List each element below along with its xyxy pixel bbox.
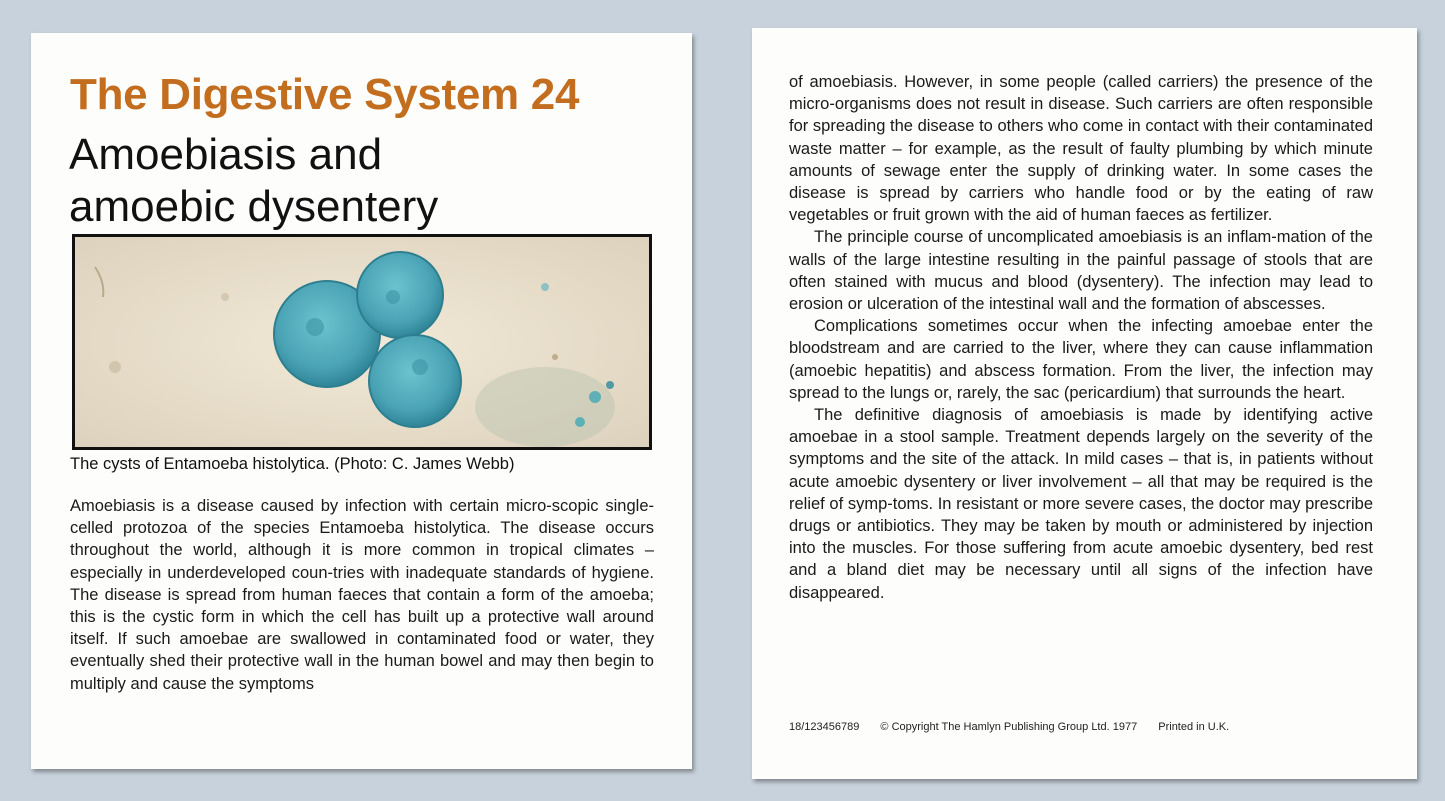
back-paragraph-2: The principle course of uncomplicated amoebiasis is an inflam-mation of the walls of the large intestine resulting in the painful passage of stools that are often stained with mucus and blood (dysentery). The infection may lead to erosion or ulceration of the intestinal wall and the formation of abscesses. — [789, 228, 1373, 314]
footer-code: 18/123456789 — [789, 721, 860, 733]
topic-title-line2: amoebic dysentery — [69, 182, 439, 231]
back-paragraph-1: of amoebiasis. However, in some people (called carriers) the presence of the micro-organisms does not result in disease. Such carriers are often responsible for spreading the disease to others who come in contact with their contaminated waste matter – for example, as the result of faulty plumbing by which minute amounts of sewage enter the supply of drinking water. In some cases the disease is spread by carriers who handle food or by the eating of raw vegetables or fruit grown with the aid of human faeces as fertilizer. — [789, 73, 1373, 225]
back-paragraph-4: The definitive diagnosis of amoebiasis is made by identifying active amoebae in a stool sample. Treatment depends largely on the severity of the symptoms and the site of the attack. In mild cases – that is, in patients without acute amoebic dysentery or liver involvement – all that may be required is the relief of symp-toms. In resistant or more severe cases, the doctor may prescribe drugs or antibiotics. They may be taken by mouth or administered by injection into the muscles. For those suffering from acute amoebic dysentery, bed rest and a bland diet may be necessary until all signs of the infection have disappeared. — [789, 406, 1373, 602]
topic-title — [69, 129, 438, 233]
footer-copyright: © Copyright The Hamlyn Publishing Group Ltd. 1977 — [880, 721, 1138, 733]
front-body-text: Amoebiasis is a disease caused by infection with certain micro-scopic single-celled protozoa of the species Entamoeba histolytica. The disease occurs throughout the world, although it is more common in tropical climates – especially in underdeveloped coun-tries with inadequate standards of hygiene. The disease is spread from human faeces that contain a form of the amoeba; this is the cystic form in which the cell has built up a protective wall around itself. If such amoebae are swallowed in contaminated food or water, they eventually shed their protective wall in the human bowel and may then begin to multiply and cause the symptoms — [70, 497, 654, 693]
topic-title-line1: Amoebiasis and — [69, 130, 383, 179]
cysts-photo-image — [75, 237, 649, 447]
card-front — [31, 33, 692, 769]
cysts-photo — [72, 234, 652, 450]
footer-printed: Printed in U.K. — [1158, 721, 1230, 733]
series-title: The Digestive System 24 — [70, 70, 580, 119]
photo-caption: The cysts of Entamoeba histolytica. (Photo: C. James Webb) — [70, 455, 515, 473]
back-paragraph-3: Complications sometimes occur when the infecting amoebae enter the bloodstream and are carried to the liver, where they can cause inflammation (amoebic hepatitis) and abscess formation. From the liver, the infection may spread to the lungs or, rarely, the sac (pericardium) that surrounds the heart. — [789, 317, 1373, 402]
back-body-text — [789, 71, 1373, 604]
copyright-footer — [789, 721, 1247, 733]
card-back — [752, 28, 1417, 779]
